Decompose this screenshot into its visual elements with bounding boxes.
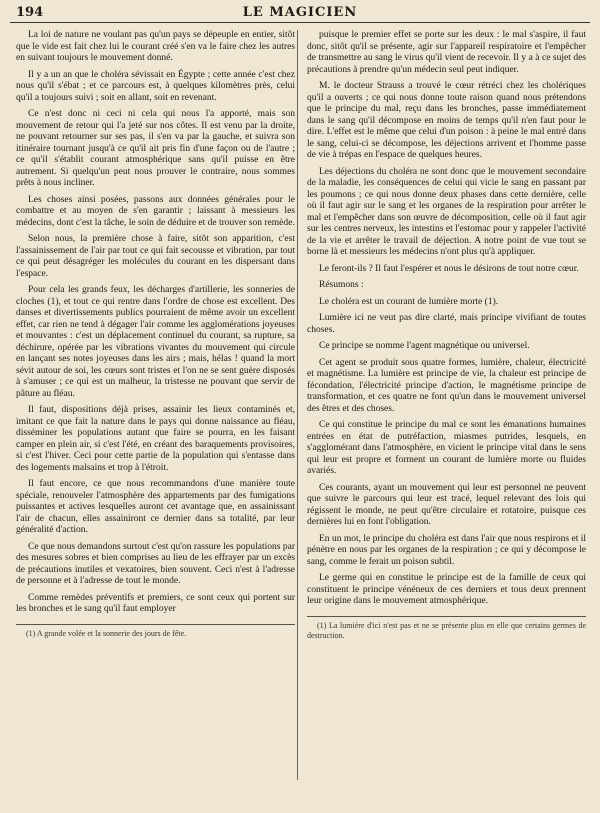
paragraph: Selon nous, la première chose à faire, sitôt son apparition, c'est l'assainissement de l'air par tout ce qui fait secousse et vibration, par tout ce qui peut désagréger les molécules du courant en les dispersant dans l'espace. bbox=[16, 234, 295, 279]
page-number: 194 bbox=[16, 5, 44, 20]
paragraph: Ce principe se nomme l'agent magnétique ou universel. bbox=[319, 341, 530, 351]
footnote: (1) A grande volée et la sonnerie des jours de fête. bbox=[26, 628, 187, 638]
page-header bbox=[10, 4, 590, 23]
paragraph: La loi de nature ne voulant pas qu'un pays se dépeuple en entier, sitôt que le vide est fait chez lui le courant créé s'en va le faire chez les autres en suivant toujours le mouvement donné. bbox=[16, 30, 295, 63]
paragraph: Le germe qui en constitue le principe est de la famille de ceux qui constituent le principe vénéneux de ces derniers et tous deux prennent leur origine dans le mouvement atmosphérique. bbox=[307, 573, 586, 606]
footnote: (1) La lumière d'ici n'est pas et ne se présente plus en elle que certains germes de destruction. bbox=[307, 620, 586, 640]
paragraph: Les choses ainsi posées, passons aux données générales pour le combattre et au moyen de s'en garantir ; laissant à messieurs les médecins, dont c'est la tâche, le soin de déduire et de trouver son remède. bbox=[16, 194, 295, 228]
paragraph: Le feront-ils ? Il faut l'espérer et nous le désirons de tout notre cœur. bbox=[319, 263, 579, 274]
paragraph: Ce que nous demandons surtout c'est qu'on rassure les populations par des mesures sobres et bien comprises au lieu de les effrayer par un excès de précautions inutiles et vexatoires, bien souvent. Ceci n'est à l'adresse de personne et à l'adresse de tout le monde. bbox=[16, 541, 295, 586]
paragraph: Pour cela les grands feux, les décharges d'artillerie, les sonneries de cloches (1), et tout ce qui rentre dans l'ordre de chose est excellent. Des danses et divertissements publics pourraient de même avoir un excellent effet, car rien ne tend à dégager l'air comme les agglomérations joyeuses et mouvantes : c'est un déplacement continuel du courant, sa rupture, sa déchirure, opérée par les vibrations vivantes du mouvement qui circule en lançant ses notes joyeuses dans les airs ; mais, hélas ! quand la mort sévit autour de soi, les cœurs sont tristes et l'on ne se sent guère disposés à s'amuser ; ce qui est un malheur, la tristesse ne pouvant que servir de pâture au fléau. bbox=[16, 285, 295, 399]
paragraph: En un mot, le principe du choléra est dans l'air que nous respirons et il pénètre en nous par les organes de la respiration ; ce qui y décompose le sang, comme le ferait un poison subtil. bbox=[307, 533, 586, 567]
paragraph: puisque le premier effet se porte sur les deux : le mal s'aspire, il faut donc, sitôt qu'il se présente, agir sur l'appareil respiratoire et l'empêcher de transmettre au sang le virus qu'il vient de recevoir. Il y a à ce sujet des précautions à prendre qu'un médecin seul peut indiquer. bbox=[307, 30, 586, 75]
paragraph: Il y a un an que le choléra sévissait en Égypte ; cette année c'est chez nous qu'il s'ébat ; et ce parcours est, à quelques kilomètres près, celui qu'il a toujours suivi ; soit en allant, soit en revenant. bbox=[16, 69, 295, 103]
paragraph: Le choléra est un courant de lumière morte (1). bbox=[319, 296, 499, 307]
paragraph: Ce qui constitue le principe du mal ce sont les émanations humaines entrées en état de putréfaction, miasmes putrides, lesquels, en s'agglomérant dans l'atmosphère, en vicient le principe vital dans le sens qui leur est propre et forment un courant de lumière morte ou fluides avariés. bbox=[307, 420, 586, 476]
paragraph: Résumons : bbox=[319, 280, 364, 290]
paragraph: Cet agent se produit sous quatre formes, lumière, chaleur, électricité et magnétisme. La lumière est principe de vie, la chaleur est principe de fécondation, l'électricité principe d'action, le magnétisme principe de transformation, et ces quatre ne font qu'un dans le mouvement universel des êtres et des choses. bbox=[307, 357, 586, 414]
paragraph: Comme remèdes préventifs et premiers, ce sont ceux qui portent sur les bronches et le sang qu'il faut employer bbox=[16, 592, 295, 614]
footnote-rule bbox=[307, 616, 586, 617]
column-divider bbox=[297, 30, 298, 780]
paragraph: Lumière ici ne veut pas dire clarté, mais principe vivifiant de toutes choses. bbox=[307, 313, 586, 335]
paragraph: Il faut, dispositions déjà prises, assainir les lieux contaminés et, imitant ce que fait la nature dans le pays qui donne naissance au fléau, disséminer les populations autant que faire se pourra, en les faisant camper en plein air, si c'est l'été, en créant des baraquements provisoires, si c'est l'hiver. Ceci pour cette partie de la population qui s'entasse dans des logements malsains et trop à l'étroit. bbox=[16, 405, 295, 473]
paragraph: M. le docteur Strauss a trouvé le cœur rétréci chez les cholériques qu'il a ouverts ; ce qui nous donne toute raison quand nous prétendons que le principe du mal, reçu dans les bronches, passe immédiatement dans le sang qu'il décompose en moins de temps qu'il n'en faut pour le dire. L'effet est le même que celui d'un poison : à peine le mal entré dans le sang, celui-ci se décompose, les déjections arrivent et l'homme passe de vie à trépas en l'espace de quelques heures. bbox=[307, 81, 586, 160]
paragraph: Ces courants, ayant un mouvement qui leur est personnel ne peuvent que suivre le parcours qui leur est tracé, lequel relevant des lois qui régissent le monde, ne peut qu'être circulaire et rotatoire, puisque ces dernières lui en font l'obligation. bbox=[307, 482, 586, 527]
right-column bbox=[307, 30, 586, 805]
publication-title: LE MAGICIEN bbox=[242, 5, 358, 20]
paragraph: Il faut encore, ce que nous recommandons d'une manière toute spéciale, renouveler l'atmosphère des appartements par des fumigations puissantes et actives lesquelles auront cet avantage que, en assainissant l'air de chacun, elles assainiront ce dernier dans sa totalité, par leur généralité d'action. bbox=[16, 479, 295, 535]
footnote-rule bbox=[16, 624, 295, 625]
left-column bbox=[16, 30, 295, 800]
paragraph: Ce n'est donc ni ceci ni cela qui nous l'a apporté, mais son mouvement de retour qui l'a jeté sur nos côtes. Il est venu par la droite, ne pouvant retourner sur ses pas, il s'en va par la gauche, et suivra son itinéraire tournant jusqu'à ce qu'il ait pris fin d'une façon ou de l'autre ; ce qu'il s'établit courant atmosphérique sans qu'il puisse en être autrement. Si quelqu'un peut nous prouver le contraire, nous sommes prêts à nous incliner. bbox=[16, 109, 295, 188]
paragraph: Les déjections du choléra ne sont donc que le mouvement secondaire de la maladie, les conséquences de celui qui vicie le sang en passant par les poumons ; ce qui nous donne deux phases dans cette dernière, celle où il faut agir sur le sang et les organes de la respiration pour arrêter le mal et l'empêcher dans son œuvre de décomposition, celle où il faut agir sur les centres nerveux, les intestins et l'estomac pour y rappeler l'activité de la vie et arrêter le travail de déjection. A notre point de vue tout se borne là et messieurs les médecins n'ont plus qu'à appliquer. bbox=[307, 166, 586, 257]
